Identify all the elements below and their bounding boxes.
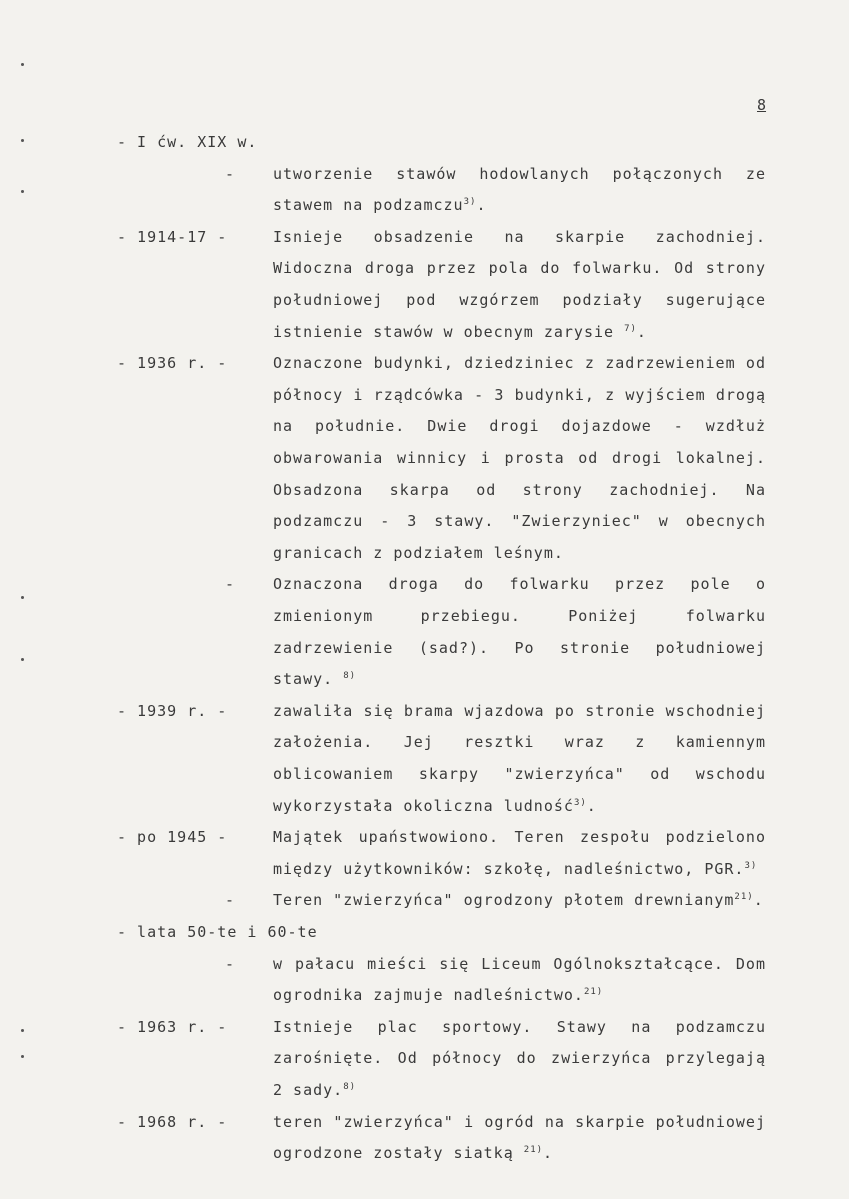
entry-line <box>0 449 849 477</box>
entry-line <box>0 259 849 287</box>
entry-text: zmienionym przebiegu. Poniżej folwarku <box>273 607 766 625</box>
entry-dash: - <box>225 954 236 973</box>
entry-line <box>0 196 849 224</box>
entry-line <box>0 575 849 603</box>
entry-line <box>0 417 849 445</box>
entry-text: zarośnięte. Od północy do zwierzyńca przylegają <box>273 1049 766 1068</box>
entry-text: południowej pod wzgórzem podziały sugerujące <box>273 291 766 309</box>
entry-text: oblicowaniem skarpy "zwierzyńca" od wschodu <box>273 765 766 783</box>
entry-line <box>0 1144 849 1172</box>
entry-date: - 1963 r. - <box>117 1017 228 1036</box>
speck <box>21 658 24 661</box>
entry-line <box>0 670 849 698</box>
entry-text: Istnieje plac sportowy. Stawy na podzamczu <box>273 1017 766 1036</box>
entry-text: zawaliła się brama wjazdowa po stronie wschodniej <box>273 701 766 720</box>
footnote-ref: 8) <box>343 671 357 682</box>
entry-line <box>0 1113 849 1141</box>
entry-text: teren "zwierzyńca" i ogród na skarpie południowej <box>273 1112 766 1131</box>
entry-text: Obsadzona skarpa od strony zachodniej. Na <box>273 480 766 499</box>
entry-text: obwarowania winnicy i prosta od drogi lokalnej. <box>273 449 766 467</box>
entry-line <box>0 481 849 509</box>
speck <box>21 596 24 599</box>
entry-line <box>0 386 849 414</box>
entry-text: stawy. $^{8)}$ <box>273 670 357 689</box>
entry-line <box>0 986 849 1014</box>
entry-text: utworzenie stawów hodowlanych połączonych ze <box>273 164 766 183</box>
footnote-ref: 7) <box>624 323 637 334</box>
entry-line <box>0 891 849 919</box>
entry-line <box>0 133 849 161</box>
entry-line <box>0 607 849 635</box>
entry-line <box>0 512 849 540</box>
entry-line <box>0 797 849 825</box>
entry-text: 2 sady.$^{8)}$ <box>273 1081 357 1099</box>
entry-dash: - <box>225 575 236 594</box>
entry-line <box>0 165 849 193</box>
entry-text: na południe. Dwie drogi dojazdowe - wzdłuż <box>273 417 766 436</box>
entry-line <box>0 354 849 382</box>
entry-date: - lata 50-te i 60-te <box>117 923 318 941</box>
entry-line <box>0 828 849 856</box>
speck <box>21 190 24 193</box>
entry-text: granicach z podziałem leśnym. <box>273 543 564 562</box>
entry-line <box>0 1018 849 1046</box>
footnote-ref: 21) <box>583 987 604 998</box>
entry-line <box>0 323 849 351</box>
speck <box>21 1055 24 1058</box>
entry-text: założenia. Jej resztki wraz z kamiennym <box>273 733 766 752</box>
entry-date: - 1936 r. - <box>117 354 228 373</box>
entry-text: Teren "zwierzyńca" ogrodzony płotem drewnianym$^{21)}$. <box>273 891 764 910</box>
entry-text: istnienie stawów w obecnym zarysie $^{7)}$. <box>273 322 647 341</box>
entry-line <box>0 639 849 667</box>
entry-text: północy i rządcówka - 3 budynki, z wyjściem drogą <box>273 385 766 404</box>
entry-text: ogrodnika zajmuje nadleśnictwo.$^{21)}$ <box>273 986 604 1005</box>
entry-text: Isnieje obsadzenie na skarpie zachodniej. <box>273 227 766 246</box>
footnote-ref: 21) <box>734 892 754 903</box>
footnote-ref: 3) <box>463 197 477 208</box>
speck <box>21 139 24 142</box>
entry-dash: - <box>225 891 236 910</box>
entry-date: - 1968 r. - <box>117 1112 228 1131</box>
entry-text: zadrzewienie (sad?). Po stronie południowej <box>273 638 766 657</box>
entry-line <box>0 702 849 730</box>
entry-line <box>0 923 849 951</box>
entry-text: Oznaczone budynki, dziedziniec z zadrzewieniem od <box>273 354 766 373</box>
entry-text: Oznaczona droga do folwarku przez pole o <box>273 575 766 594</box>
entry-date: - 1914-17 - <box>117 227 228 246</box>
footnote-ref: 3) <box>744 860 758 871</box>
speck <box>21 63 24 66</box>
entry-text: wykorzystała okoliczna ludność$^{3)}$. <box>273 796 597 815</box>
page-number: 8 <box>757 96 767 114</box>
entry-text: Majątek upaństwowiono. Teren zespołu podzielono <box>273 828 766 847</box>
entry-line <box>0 291 849 319</box>
entry-text: w pałacu mieści się Liceum Ogólnokształcące. Dom <box>273 954 766 973</box>
entry-text: między użytkowników: szkołę, nadleśnictwo, PGR.$^{3)}$ <box>273 859 758 878</box>
entry-line <box>0 955 849 983</box>
entry-date: - I ćw. XIX w. <box>117 133 258 151</box>
entry-line <box>0 733 849 761</box>
entry-line <box>0 228 849 256</box>
entry-line <box>0 860 849 888</box>
speck <box>21 1029 24 1032</box>
footnote-ref: 21) <box>523 1145 544 1156</box>
entry-text: stawem na podzamczu$^{3)}$. <box>273 196 487 215</box>
entry-text: ogrodzone zostały siatką $^{21)}$. <box>273 1144 554 1163</box>
entry-line <box>0 544 849 572</box>
entry-dash: - <box>225 164 236 183</box>
entry-date: - po 1945 - <box>117 828 228 847</box>
entry-line <box>0 1049 849 1077</box>
footnote-ref: 3) <box>573 797 587 808</box>
entry-line <box>0 1081 849 1109</box>
entry-date: - 1939 r. - <box>117 701 228 720</box>
entry-text: podzamczu - 3 stawy. "Zwierzyniec" w obecnych <box>273 512 766 531</box>
footnote-ref: 8) <box>343 1082 357 1092</box>
entry-line <box>0 765 849 793</box>
entry-text: Widoczna droga przez pola do folwarku. Od strony <box>273 259 766 278</box>
